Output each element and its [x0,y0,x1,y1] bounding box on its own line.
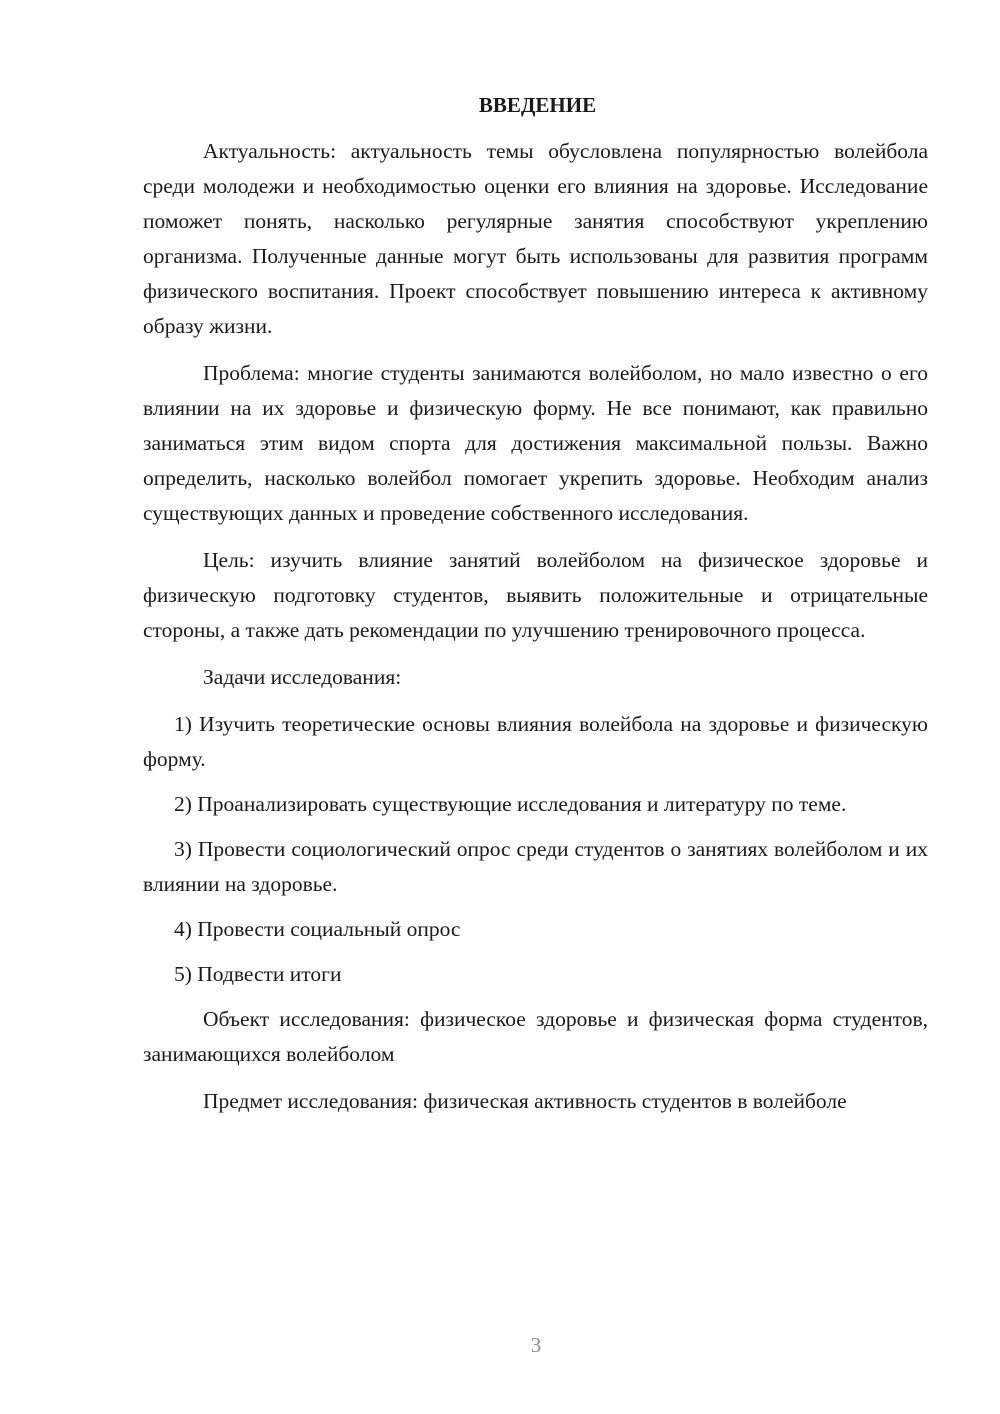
task-item-4: 4) Провести социальный опрос [174,917,461,941]
document-page [143,90,928,1131]
research-subject-paragraph: Предмет исследования: физическая активность студентов в волейболе [203,1089,847,1113]
goal-paragraph: Цель: изучить влияние занятий волейболом на физическое здоровье и физическую подготовку студентов, выявить положительные и отрицательные стороны, а также дать рекомендации по улучшению тренировочного процесса. [143,548,928,642]
page-number: 3 [530,1333,542,1357]
tasks-heading: Задачи исследования: [203,665,402,689]
relevance-paragraph: Актуальность: актуальность темы обусловлена популярностью волейбола среди молодежи и необходимостью оценки его влияния на здоровье. Исследование поможет понять, насколько регулярные занятия способствуют укреплению организма. Полученные данные могут быть использованы для развития программ физического воспитания. Проект способствует повышению интереса к активному образу жизни. [143,139,928,338]
problem-paragraph: Проблема: многие студенты занимаются волейболом, но мало известно о его влиянии на их здоровье и физическую форму. Не все понимают, как правильно заниматься этим видом спорта для достижения максимальной пользы. Важно определить, насколько волейбол помогает укрепить здоровье. Необходим анализ существующих данных и проведение собственного исследования. [143,361,928,525]
section-heading: ВВЕДЕНИЕ [478,93,597,117]
task-item-3: 3) Провести социологический опрос среди студентов о занятиях волейболом и их влиянии на здоровье. [143,837,928,896]
task-item-1: 1) Изучить теоретические основы влияния волейбола на здоровье и физическую форму. [143,712,928,771]
task-item-2: 2) Проанализировать существующие исследования и литературу по теме. [174,792,847,816]
task-item-5: 5) Подвести итоги [174,962,342,986]
research-object-paragraph: Объект исследования: физическое здоровье и физическая форма студентов, занимающихся волейболом [143,1007,928,1066]
